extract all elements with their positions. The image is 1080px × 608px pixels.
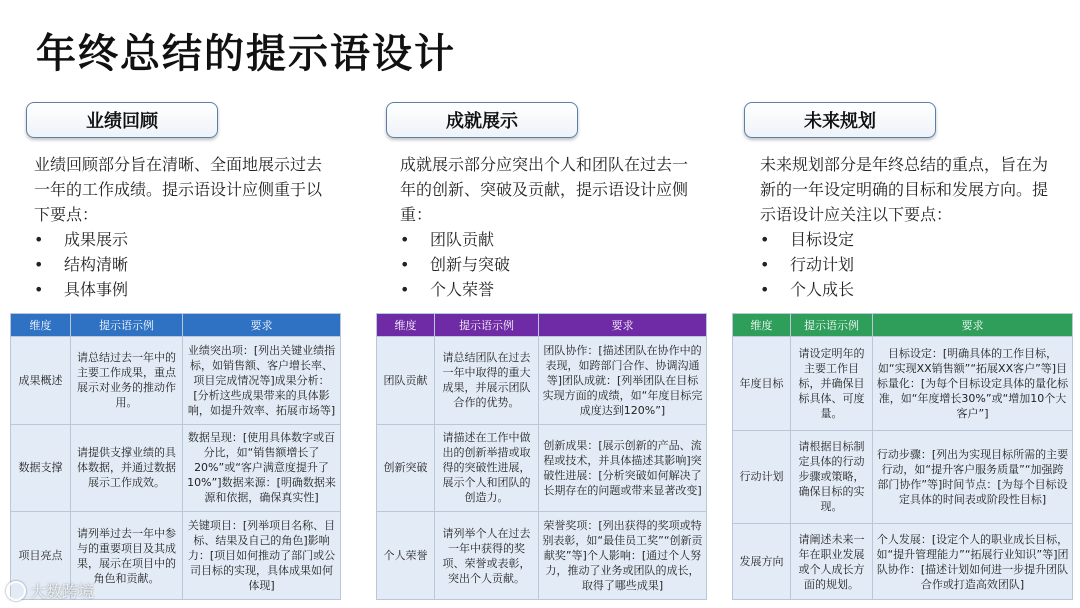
- bullet-item: • 结构清晰: [34, 252, 334, 277]
- header-requirement: 要求: [873, 314, 1073, 337]
- cell-example: 请总结过去一年中的主要工作成果，重点展示对业务的推动作用。: [71, 337, 183, 425]
- section-intro: [34, 152, 334, 302]
- cell-dimension: 创新突破: [377, 424, 435, 512]
- prompt-table: [376, 313, 707, 600]
- watermark: [6, 579, 94, 602]
- cell-requirement: 目标设定：[明确具体的工作目标，如“实现XX销售额”“拓展XX客户”等]目标量化：[为每个目标设定具体的量化标准，如“年度增长30%”或“增加10个大客户”]: [873, 337, 1073, 431]
- header-example: 提示语示例: [71, 314, 183, 337]
- cell-dimension: 成果概述: [11, 337, 71, 425]
- table-row: [11, 424, 341, 512]
- cell-example: 请列举个人在过去一年中获得的奖项、荣誉或表彰，突出个人贡献。: [435, 512, 539, 600]
- cell-dimension: 年度目标: [733, 337, 791, 431]
- cell-requirement: 业绩突出项：[列出关键业绩指标，如销售额、客户增长率、项目完成情况等]成果分析：[分析这些成果带来的具体影响，如提升效率、拓展市场等]: [183, 337, 341, 425]
- intro-text: 成就展示部分应突出个人和团队在过去一年的创新、突破及贡献，提示语设计应侧重：: [400, 155, 689, 224]
- bullet-list: [760, 227, 1056, 302]
- section-future-plan: [732, 100, 1069, 600]
- header-requirement: 要求: [539, 314, 707, 337]
- bullet-list: [400, 227, 700, 302]
- cell-example: 请阐述未来一年在职业发展或个人成长方面的规划。: [791, 524, 873, 600]
- bullet-item: • 具体事例: [34, 277, 334, 302]
- header-example: 提示语示例: [435, 314, 539, 337]
- section-achievements: [376, 100, 706, 600]
- bullet-item: • 团队贡献: [400, 227, 700, 252]
- cell-requirement: 荣誉奖项：[列出获得的奖项或特别表彰，如“最佳员工奖”“创新贡献奖”等]个人影响：[通过个人努力，推动了业务或团队的成长，取得了哪些成果]: [539, 512, 707, 600]
- table-row: [11, 337, 341, 425]
- cell-requirement: 个人发展：[设定个人的职业成长目标，如“提升管理能力”“拓展行业知识”等]团队协作：[描述计划如何进一步提升团队合作或打造高效团队]: [873, 524, 1073, 600]
- table-header-row: [377, 314, 707, 337]
- table-row: [377, 424, 707, 512]
- bullet-list: [34, 227, 334, 302]
- watermark-text: 大数跨境: [30, 582, 95, 601]
- page-title: 年终总结的提示语设计: [36, 31, 456, 77]
- cell-requirement: 团队协作：[描述团队在协作中的表现，如跨部门合作、协调沟通等]团队成就：[列举团队在目标实现方面的成绩，如“年度目标完成度达到120%”]: [539, 337, 707, 425]
- cell-dimension: 项目亮点: [11, 512, 71, 600]
- table-row: [377, 337, 707, 425]
- cell-example: 请描述在工作中做出的创新举措或取得的突破性进展，展示个人和团队的创造力。: [435, 424, 539, 512]
- bullet-item: • 个人成长: [760, 277, 1056, 302]
- watermark-logo-icon: [6, 581, 26, 601]
- prompt-table: [10, 313, 341, 600]
- cell-requirement: 数据呈现：[使用具体数字或百分比，如“销售额增长了20%”或“客户满意度提升了10%”]数据来源：[明确数据来源和依据，确保真实性]: [183, 424, 341, 512]
- cell-example: 请列举过去一年中参与的重要项目及其成果，展示在项目中的角色和贡献。: [71, 512, 183, 600]
- cell-example: 请总结团队在过去一年中取得的重大成果，并展示团队合作的优势。: [435, 337, 539, 425]
- table-row: [733, 430, 1073, 524]
- header-dimension: 维度: [11, 314, 71, 337]
- cell-requirement: 关键项目：[列举项目名称、目标、结果及自己的角色]影响力：[项目如何推动了部门或公司目标的实现，具体成果如何体现]: [183, 512, 341, 600]
- cell-dimension: 个人荣誉: [377, 512, 435, 600]
- table-header-row: [733, 314, 1073, 337]
- table-row: [733, 337, 1073, 431]
- header-dimension: 维度: [377, 314, 435, 337]
- cell-dimension: 数据支撑: [11, 424, 71, 512]
- table-header-row: [11, 314, 341, 337]
- bullet-item: • 个人荣誉: [400, 277, 700, 302]
- bullet-item: • 创新与突破: [400, 252, 700, 277]
- intro-text: 未来规划部分是年终总结的重点，旨在为新的一年设定明确的目标和发展方向。提示语设计应关注以下要点：: [760, 155, 1049, 224]
- cell-dimension: 发展方向: [733, 524, 791, 600]
- section-intro: [760, 152, 1056, 302]
- cell-example: 请提供支撑业绩的具体数据，并通过数据展示工作成效。: [71, 424, 183, 512]
- section-heading: 未来规划: [744, 102, 936, 138]
- section-heading: 业绩回顾: [26, 102, 218, 138]
- table-row: [733, 524, 1073, 600]
- cell-example: 请根据目标制定具体的行动步骤或策略，确保目标的实现。: [791, 430, 873, 524]
- cell-requirement: 行动步骤：[列出为实现目标所需的主要行动，如“提升客户服务质量”“加强跨部门协作”等]时间节点：[为每个目标设定具体的时间表或阶段性目标]: [873, 430, 1073, 524]
- section-intro: [400, 152, 700, 302]
- cell-requirement: 创新成果：[展示创新的产品、流程或技术，并具体描述其影响]突破性进展：[分析突破如何解决了长期存在的问题或带来显著改变]: [539, 424, 707, 512]
- cell-example: 请设定明年的主要工作目标，并确保目标具体、可度量。: [791, 337, 873, 431]
- cell-dimension: 团队贡献: [377, 337, 435, 425]
- header-requirement: 要求: [183, 314, 341, 337]
- section-heading: 成就展示: [386, 102, 578, 138]
- bullet-item: • 目标设定: [760, 227, 1056, 252]
- intro-text: 业绩回顾部分旨在清晰、全面地展示过去一年的工作成绩。提示语设计应侧重于以下要点：: [34, 155, 323, 224]
- section-performance-review: [10, 100, 340, 600]
- bullet-item: • 行动计划: [760, 252, 1056, 277]
- prompt-table: [732, 313, 1073, 600]
- bullet-item: • 成果展示: [34, 227, 334, 252]
- table-row: [377, 512, 707, 600]
- cell-dimension: 行动计划: [733, 430, 791, 524]
- header-dimension: 维度: [733, 314, 791, 337]
- header-example: 提示语示例: [791, 314, 873, 337]
